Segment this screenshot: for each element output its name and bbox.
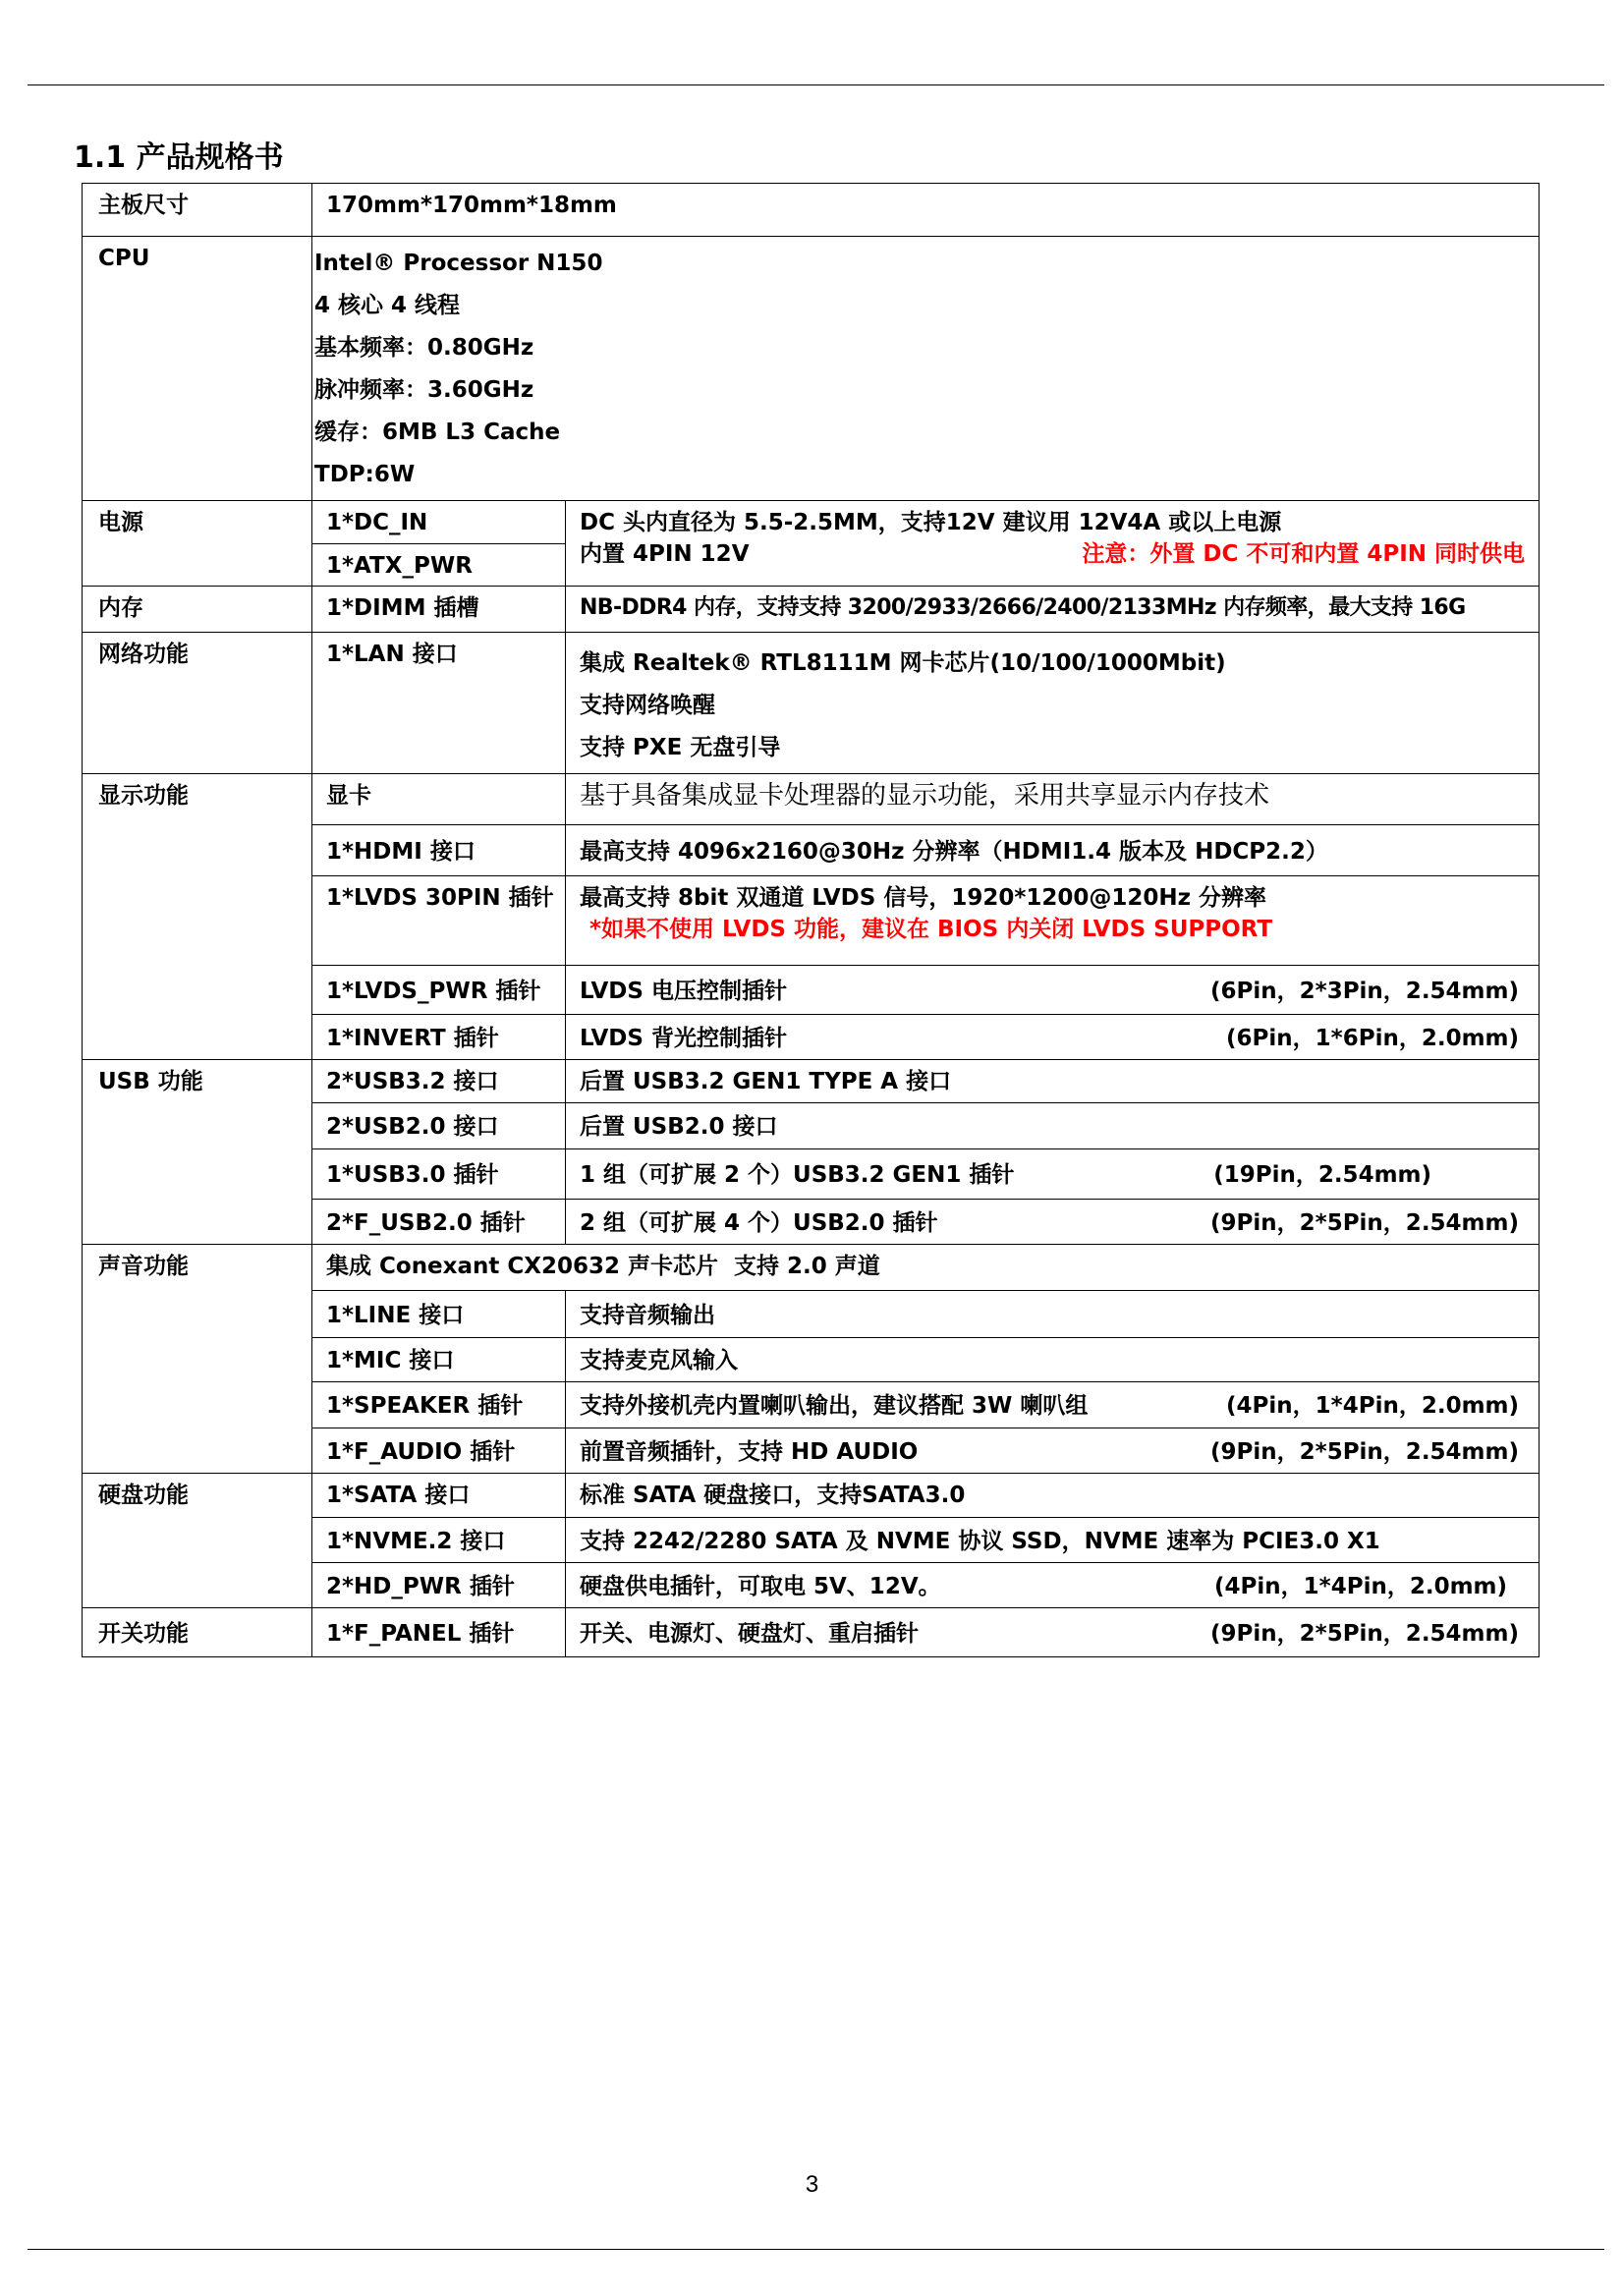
table-row-cpu xyxy=(83,237,1540,501)
display-invert-pin: (6Pin，1*6Pin，2.0mm) xyxy=(1226,1025,1520,1051)
switch-desc-cell xyxy=(566,1608,1540,1657)
table-row-memory xyxy=(83,587,1540,633)
display-lvdspwr-desc: LVDS 电压控制插针 xyxy=(580,978,787,1004)
audio-desc-cell xyxy=(566,1428,1540,1474)
switch-pin: (9Pin，2*5Pin，2.54mm) xyxy=(1210,1620,1520,1647)
row-label: CPU xyxy=(83,237,312,501)
storage-desc-cell xyxy=(566,1563,1540,1608)
usb-pin: (19Pin，2.54mm) xyxy=(1213,1162,1432,1188)
table-row-switch xyxy=(83,1608,1540,1657)
row-label: 网络功能 xyxy=(83,633,312,774)
row-label: USB 功能 xyxy=(83,1060,312,1245)
row-label: 显示功能 xyxy=(83,774,312,1060)
row-label: 开关功能 xyxy=(83,1608,312,1657)
row-label: 硬盘功能 xyxy=(83,1474,312,1608)
usb-desc-cell xyxy=(566,1200,1540,1245)
spec-table xyxy=(82,183,1540,1657)
cpu-line: 基本频率：0.80GHz xyxy=(314,335,534,361)
audio-desc: 支持麦克风输入 xyxy=(566,1338,1540,1382)
cpu-line: 脉冲频率：3.60GHz xyxy=(314,377,534,403)
cpu-line: 缓存：6MB L3 Cache xyxy=(314,420,561,445)
audio-item: 1*F_AUDIO 插针 xyxy=(312,1428,566,1474)
cpu-line: 4 核心 4 线程 xyxy=(314,293,461,318)
row-label: 电源 xyxy=(83,501,312,587)
audio-desc-cell xyxy=(566,1382,1540,1428)
display-lvdspwr-desc-cell xyxy=(566,966,1540,1015)
display-invert-item: 1*INVERT 插针 xyxy=(312,1015,566,1060)
audio-pin: (9Pin，2*5Pin，2.54mm) xyxy=(1210,1438,1520,1465)
audio-pin: (4Pin，1*4Pin，2.0mm) xyxy=(1226,1393,1520,1419)
cpu-line: Intel® Processor N150 xyxy=(314,251,603,276)
display-lvdspwr-pin: (6Pin，2*3Pin，2.54mm) xyxy=(1210,978,1520,1004)
usb-pin: (9Pin，2*5Pin，2.54mm) xyxy=(1210,1209,1520,1236)
usb-desc: 2 组（可扩展 4 个）USB2.0 插针 xyxy=(580,1209,938,1236)
display-gpu-item: 显卡 xyxy=(312,774,566,825)
usb-item: 2*USB2.0 接口 xyxy=(312,1103,566,1149)
audio-chip: 集成 Conexant CX20632 声卡芯片 支持 2.0 声道 xyxy=(312,1245,1540,1291)
page-number: 3 xyxy=(805,2171,819,2198)
table-row-storage-1 xyxy=(83,1474,1540,1518)
storage-desc: 硬盘供电插针，可取电 5V、12V。 xyxy=(580,1573,941,1599)
power-desc-line: DC 头内直径为 5.5-2.5MM，支持12V 建议用 12V4A 或以上电源 xyxy=(580,510,1282,535)
audio-desc: 支持外接机壳内置喇叭输出，建议搭配 3W 喇叭组 xyxy=(580,1393,1089,1419)
display-invert-desc: LVDS 背光控制插针 xyxy=(580,1025,787,1051)
switch-item: 1*F_PANEL 插针 xyxy=(312,1608,566,1657)
board-size-value: 170mm*170mm*18mm xyxy=(312,184,1540,237)
row-label: 主板尺寸 xyxy=(83,184,312,237)
usb-item: 1*USB3.0 插针 xyxy=(312,1149,566,1200)
table-row-display-gpu xyxy=(83,774,1540,825)
memory-desc: NB-DDR4 内存，支持支持 3200/2933/2666/2400/2133MHz 内存频率，最大支持 16G xyxy=(566,587,1540,633)
power-item-dc-in: 1*DC_IN xyxy=(312,501,566,544)
cpu-spec xyxy=(312,237,1540,501)
audio-item: 1*SPEAKER 插针 xyxy=(312,1382,566,1428)
audio-item: 1*LINE 接口 xyxy=(312,1291,566,1338)
display-hdmi-item: 1*HDMI 接口 xyxy=(312,825,566,876)
display-lvdspwr-item: 1*LVDS_PWR 插针 xyxy=(312,966,566,1015)
display-lvds-desc xyxy=(566,876,1540,966)
row-label: 内存 xyxy=(83,587,312,633)
display-lvds-desc-line: 最高支持 8bit 双通道 LVDS 信号，1920*1200@120Hz 分辨率 xyxy=(580,885,1267,911)
display-invert-desc-cell xyxy=(566,1015,1540,1060)
table-row-usb-1 xyxy=(83,1060,1540,1103)
network-desc-line: 支持 PXE 无盘引导 xyxy=(580,735,781,760)
display-hdmi-desc: 最高支持 4096x2160@30Hz 分辨率（HDMI1.4 版本及 HDCP2.2） xyxy=(566,825,1540,876)
power-desc xyxy=(566,501,1540,587)
usb-desc: 后置 USB3.2 GEN1 TYPE A 接口 xyxy=(566,1060,1540,1103)
display-lvds-note: *如果不使用 LVDS 功能，建议在 BIOS 内关闭 LVDS SUPPORT xyxy=(589,917,1273,942)
storage-item: 2*HD_PWR 插针 xyxy=(312,1563,566,1608)
cpu-line: TDP:6W xyxy=(314,462,416,487)
audio-desc: 支持音频输出 xyxy=(566,1291,1540,1338)
storage-desc: 支持 2242/2280 SATA 及 NVME 协议 SSD，NVME 速率为 PCIE3.0 X1 xyxy=(566,1518,1540,1563)
header-rule xyxy=(28,84,1604,85)
table-row-audio-chip xyxy=(83,1245,1540,1291)
power-desc-line: 内置 4PIN 12V xyxy=(580,541,750,567)
usb-desc: 1 组（可扩展 2 个）USB3.2 GEN1 插针 xyxy=(580,1162,1015,1188)
switch-desc: 开关、电源灯、硬盘灯、重启插针 xyxy=(580,1620,919,1647)
table-row-board-size xyxy=(83,184,1540,237)
audio-desc: 前置音频插针，支持 HD AUDIO xyxy=(580,1438,919,1465)
usb-desc-cell xyxy=(566,1149,1540,1200)
power-item-atx-pwr: 1*ATX_PWR xyxy=(312,544,566,587)
network-desc xyxy=(566,633,1540,774)
storage-item: 1*NVME.2 接口 xyxy=(312,1518,566,1563)
display-gpu-desc: 基于具备集成显卡处理器的显示功能，采用共享显示内存技术 xyxy=(566,774,1540,825)
table-row-network xyxy=(83,633,1540,774)
audio-item: 1*MIC 接口 xyxy=(312,1338,566,1382)
power-warning: 注意：外置 DC 不可和内置 4PIN 同时供电 xyxy=(1082,541,1526,567)
network-item: 1*LAN 接口 xyxy=(312,633,566,774)
section-title: 1.1 产品规格书 xyxy=(74,140,284,175)
display-lvds-item: 1*LVDS 30PIN 插针 xyxy=(312,876,566,966)
usb-item: 2*F_USB2.0 插针 xyxy=(312,1200,566,1245)
usb-desc: 后置 USB2.0 接口 xyxy=(566,1103,1540,1149)
network-desc-line: 支持网络唤醒 xyxy=(580,693,715,718)
row-label: 声音功能 xyxy=(83,1245,312,1474)
spec-table-wrapper xyxy=(82,183,1539,1657)
footer-rule xyxy=(28,2249,1604,2250)
network-desc-line: 集成 Realtek® RTL8111M 网卡芯片(10/100/1000Mbit) xyxy=(580,650,1226,676)
usb-item: 2*USB3.2 接口 xyxy=(312,1060,566,1103)
memory-item: 1*DIMM 插槽 xyxy=(312,587,566,633)
storage-pin: (4Pin，1*4Pin，2.0mm) xyxy=(1214,1573,1508,1599)
table-row-power xyxy=(83,501,1540,544)
storage-desc: 标准 SATA 硬盘接口，支持SATA3.0 xyxy=(566,1474,1540,1518)
storage-item: 1*SATA 接口 xyxy=(312,1474,566,1518)
